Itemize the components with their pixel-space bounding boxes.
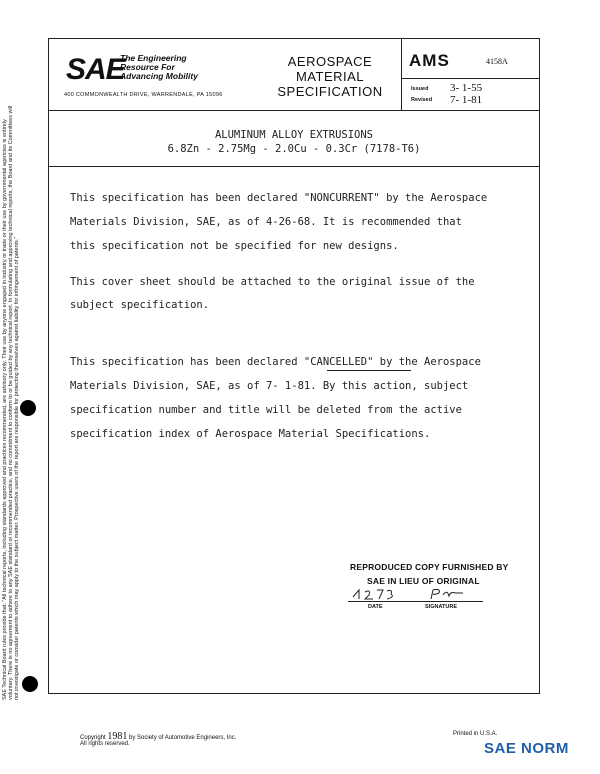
ams-label: AMS: [409, 51, 450, 70]
tagline-line: The Engineering: [120, 53, 187, 63]
paragraph-line: subject specification.: [70, 299, 210, 311]
revised-label: Revised: [411, 97, 433, 103]
sae-logo: SAE: [66, 53, 125, 86]
material-composition: 6.8Zn - 2.75Mg - 2.0Cu - 0.3Cr (7178-T6): [167, 143, 421, 155]
paragraph-line: Materials Division, SAE, as of 4-26-68. It is recommended that: [70, 216, 462, 228]
paragraph-line: This specification has been declared "NONCURRENT" by the Aerospace: [70, 192, 488, 204]
issued-date: 3- 1-55: [450, 82, 483, 94]
signature-handwriting: [425, 587, 475, 601]
punch-hole: [22, 676, 38, 692]
paragraph-line: This specification has been declared "CANCELLED" by the Aerospace: [70, 356, 481, 368]
rights-reserved: All rights reserved.: [80, 741, 130, 747]
copyright-year: 1981: [107, 731, 128, 742]
date-label: DATE: [368, 604, 383, 610]
spec-title: [264, 54, 396, 99]
paragraph-line: specification index of Aerospace Material Specifications.: [70, 428, 431, 440]
spec-title-line: MATERIAL: [295, 69, 365, 84]
header-divider: [48, 110, 540, 111]
issued-label: Issued: [411, 86, 429, 92]
paragraph-line: This cover sheet should be attached to the original issue of the: [70, 276, 475, 288]
date-handwriting: [349, 587, 429, 601]
paragraph-line: Materials Division, SAE, as of 7- 1-81. By this action, subject: [70, 380, 469, 392]
watermark-logo: SAE NORM: [484, 740, 569, 757]
paragraph-line: specification number and title will be deleted from the active: [70, 404, 462, 416]
sae-tagline: [120, 54, 220, 81]
side-disclaimer: SAE Technical Board rules provide that: "All technical reports, including standards approved and practices recommended, are advisory only. Their use by anyone engaged in industry or trade or their use by governmental agencies is entirely voluntary. There is no agreement to adhere to any SAE standard or recommended practice, and no commitment to conform to or be guided by any technical report. In formulating and approving technical reports, the Board and its Committees will not investigate or consider patents which may apply to the subject matter. Prospective users of the report are responsible for protecting themselves against liability for infringement of patents.": [2, 105, 20, 700]
stamp-signature-line: [348, 601, 483, 602]
copyright-text: by Society of Automotive Engineers, Inc.: [129, 735, 237, 741]
revised-date: 7- 1-81: [450, 94, 483, 106]
tagline-line: Resource For: [120, 62, 175, 72]
spec-title-line: SPECIFICATION: [277, 84, 383, 99]
material-title: ALUMINUM ALLOY EXTRUSIONS: [214, 129, 374, 141]
ams-box-line: [401, 78, 540, 79]
spec-title-line: AEROSPACE: [287, 54, 373, 69]
reproduced-stamp-line: REPRODUCED COPY FURNISHED BY: [350, 562, 509, 572]
sae-address: 400 COMMONWEALTH DRIVE, WARRENDALE, PA 15096: [64, 92, 223, 98]
punch-hole: [20, 400, 36, 416]
signature-label: SIGNATURE: [425, 604, 457, 610]
cancelled-underline: [327, 370, 411, 371]
printed-in: Printed in U.S.A.: [453, 731, 498, 737]
ams-number: 4158A: [486, 57, 508, 66]
tagline-line: Advancing Mobility: [120, 71, 198, 81]
ams-box-divider: [401, 38, 402, 110]
title-divider: [48, 166, 540, 167]
reproduced-stamp-line: SAE IN LIEU OF ORIGINAL: [367, 576, 480, 586]
copyright-prefix: Copyright: [80, 735, 106, 741]
paragraph-line: this specification not be specified for new designs.: [70, 240, 399, 252]
